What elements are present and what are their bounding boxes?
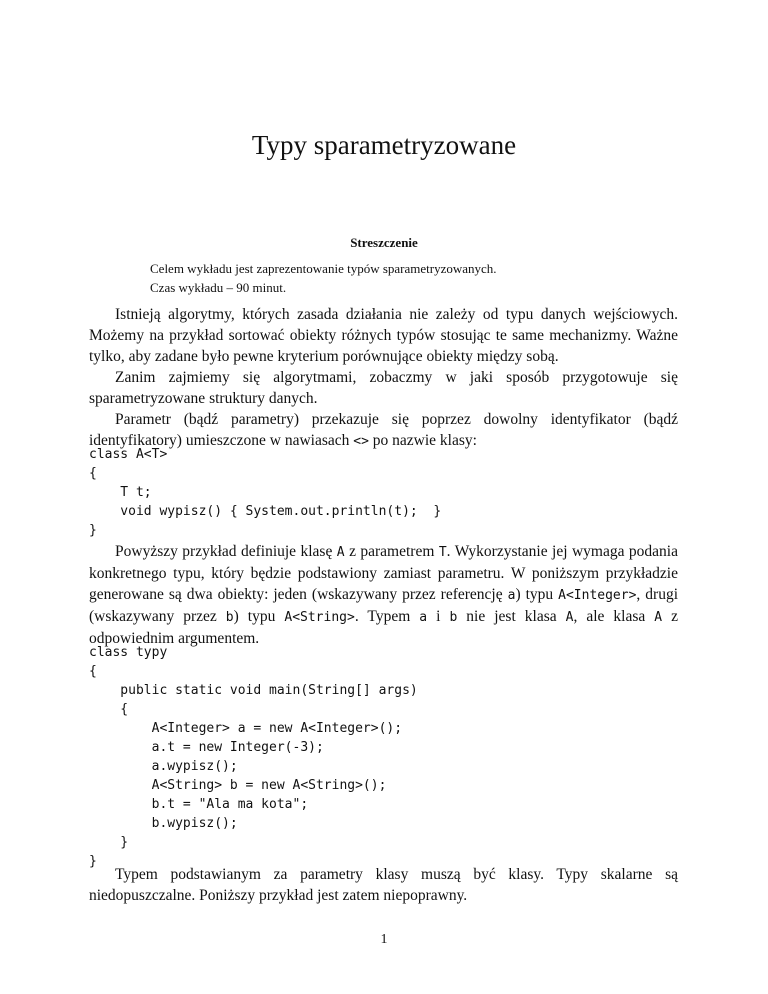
inline-code: b — [449, 610, 458, 625]
inline-code: a — [419, 610, 428, 625]
paragraph-final: Typem podstawianym za parametry klasy muszą być klasy. Typy skalarne są niedopuszczalne. Poniższy przykład jest zatem niepoprawny. — [89, 866, 678, 904]
abstract-heading: Streszczenie — [350, 235, 418, 250]
inline-code: b — [225, 610, 234, 625]
inline-code: T — [438, 545, 447, 560]
code-line: } — [89, 835, 129, 850]
code-block-class-a — [89, 445, 441, 540]
text-span: . Wykorzystanie jej wymaga podania konkretnego typu, który będzie podstawiony zamiast parametru. W poniższym przykładzie generowane są dwa obiekty: jeden (wskazywany przez referencję — [89, 543, 678, 603]
code-line: class A<T> — [89, 447, 168, 462]
text-span: po nazwie klasy: — [368, 432, 477, 449]
text-span: ) typu — [515, 586, 559, 603]
text-span: nie jest klasa — [457, 608, 566, 625]
code-line: { — [89, 466, 97, 481]
code-line: void wypisz() { System.out.println(t); } — [89, 504, 442, 519]
text-span: , ale klasa — [573, 608, 655, 625]
code-line: b.t = "Ala ma kota"; — [89, 797, 309, 812]
code-block-main — [89, 643, 418, 871]
code-line: A<Integer> a = new A<Integer>(); — [89, 721, 403, 736]
inline-code: A<Integer> — [558, 588, 637, 603]
intro-text — [89, 304, 678, 452]
text-span: z odpowiednim argumentem. — [89, 608, 678, 647]
code-line: { — [89, 664, 97, 679]
code-line: } — [89, 854, 97, 869]
code-line: public static void main(String[] args) — [89, 683, 418, 698]
final-text — [89, 864, 678, 906]
paragraph-explanation — [89, 541, 678, 649]
text-span: ) typu — [233, 608, 285, 625]
code-line: } — [89, 523, 97, 538]
paragraph-intro-1: Istnieją algorytmy, których zasada działania nie zależy od typu danych wejściowych. Możemy na przykład sortować obiekty różnych typów stosując te same mechanizmy. Ważne tylko, aby zadane było pewne kryterium porównujące obiekty między sobą. — [89, 306, 678, 365]
inline-code: A — [336, 545, 345, 560]
code-line: { — [89, 702, 129, 717]
inline-code: a — [507, 588, 516, 603]
abstract-line: Celem wykładu jest zaprezentowanie typów sparametryzowanych. — [150, 261, 497, 276]
text-span: i — [427, 608, 450, 625]
code-line: T t; — [89, 485, 152, 500]
inline-code: A<String> — [284, 610, 355, 625]
inline-code: <> — [353, 434, 369, 449]
inline-code: A — [654, 610, 663, 625]
code-line: b.wypisz(); — [89, 816, 238, 831]
code-line: a.t = new Integer(-3); — [89, 740, 324, 755]
code-line: a.wypisz(); — [89, 759, 238, 774]
abstract-body — [150, 259, 620, 297]
text-span: . Typem — [354, 608, 420, 625]
inline-code: A — [565, 610, 574, 625]
paragraph-intro-2: Zanim zajmiemy się algorytmami, zobaczmy w jaki sposób przygotowuje się sparametryzowane struktury danych. — [89, 369, 678, 407]
page-number: 1 — [380, 932, 388, 947]
text-span: Parametr (bądź parametry) przekazuje się poprzez dowolny identyfikator (bądź identyfikatory) umieszczone w nawiasach — [89, 411, 678, 449]
paper-title: Typy sparametryzowane — [251, 130, 517, 160]
text-span: Powyższy przykład definiuje klasę — [115, 543, 337, 560]
text-span: , drugi (wskazywany przez — [89, 586, 679, 625]
explain-text — [89, 541, 678, 649]
code-line: class typy — [89, 645, 168, 660]
abstract-line: Czas wykładu – 90 minut. — [150, 280, 287, 295]
text-span: z parametrem — [344, 543, 439, 560]
code-line: A<String> b = new A<String>(); — [89, 778, 387, 793]
